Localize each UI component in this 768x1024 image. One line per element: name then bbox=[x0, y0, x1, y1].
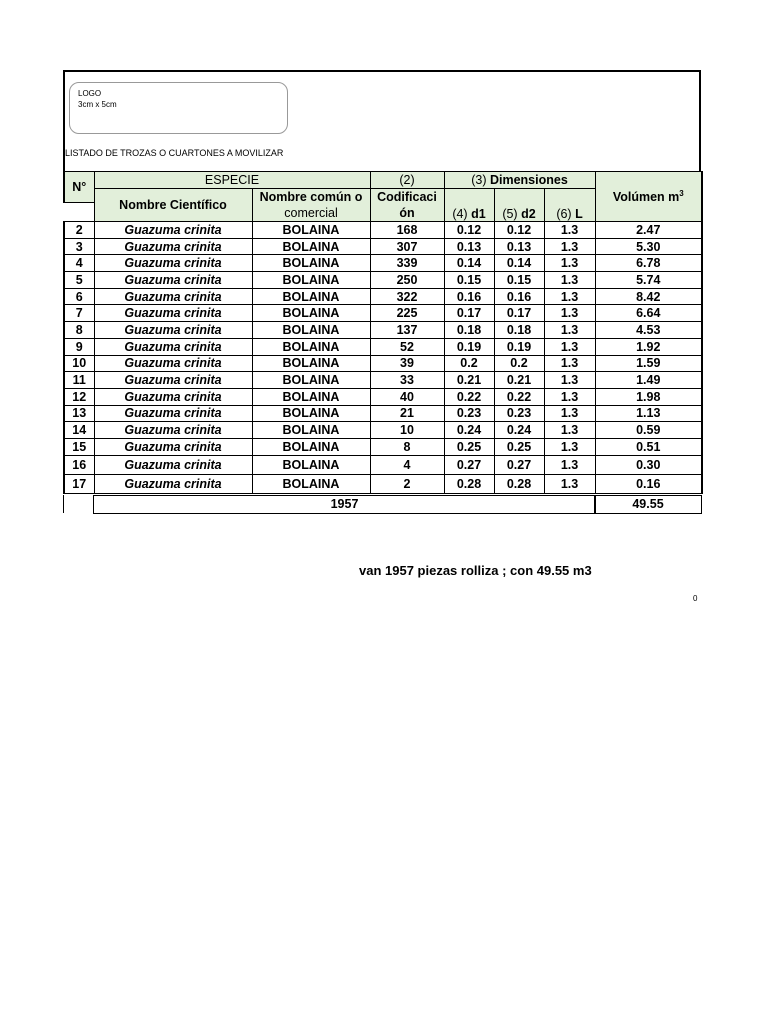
row-l: 1.3 bbox=[544, 372, 595, 389]
row-volumen: 5.74 bbox=[595, 272, 702, 289]
header-dimensiones-label: Dimensiones bbox=[489, 173, 568, 187]
row-volumen: 8.42 bbox=[595, 288, 702, 305]
header-codificacion-line1: Codificaci bbox=[377, 190, 437, 204]
row-numero: 11 bbox=[64, 372, 94, 389]
row-nombre-cientifico: Guazuma crinita bbox=[94, 272, 252, 289]
row-codificacion: 137 bbox=[370, 322, 444, 339]
totals-spacer bbox=[63, 495, 94, 513]
header-d1-label: d1 bbox=[471, 207, 486, 221]
row-d1: 0.17 bbox=[444, 305, 494, 322]
header-l-label: L bbox=[575, 207, 583, 221]
row-codificacion: 2 bbox=[370, 474, 444, 493]
list-title: LISTADO DE TROZAS O CUARTONES A MOVILIZAR bbox=[65, 148, 284, 158]
row-volumen: 0.59 bbox=[595, 422, 702, 439]
row-volumen: 0.51 bbox=[595, 438, 702, 455]
row-volumen: 6.64 bbox=[595, 305, 702, 322]
row-d2: 0.27 bbox=[494, 455, 544, 474]
row-d2: 0.16 bbox=[494, 288, 544, 305]
row-d1: 0.14 bbox=[444, 255, 494, 272]
logs-table bbox=[63, 171, 703, 494]
row-volumen: 1.49 bbox=[595, 372, 702, 389]
total-piezas: 1957 bbox=[93, 495, 596, 514]
row-nombre-comun: BOLAINA bbox=[252, 255, 370, 272]
header-d1 bbox=[444, 189, 494, 222]
header-d2-label: d2 bbox=[521, 207, 536, 221]
row-nombre-cientifico: Guazuma crinita bbox=[94, 422, 252, 439]
row-l: 1.3 bbox=[544, 405, 595, 422]
table-row bbox=[64, 288, 702, 305]
table-row bbox=[64, 255, 702, 272]
row-numero: 9 bbox=[64, 338, 94, 355]
row-codificacion: 307 bbox=[370, 238, 444, 255]
header-d2 bbox=[494, 189, 544, 222]
row-volumen: 1.59 bbox=[595, 355, 702, 372]
table-row bbox=[64, 238, 702, 255]
row-codificacion: 10 bbox=[370, 422, 444, 439]
row-d1: 0.28 bbox=[444, 474, 494, 493]
row-l: 1.3 bbox=[544, 305, 595, 322]
row-nombre-comun: BOLAINA bbox=[252, 438, 370, 455]
row-d1: 0.25 bbox=[444, 438, 494, 455]
row-numero: 15 bbox=[64, 438, 94, 455]
row-nombre-comun: BOLAINA bbox=[252, 272, 370, 289]
row-codificacion: 4 bbox=[370, 455, 444, 474]
row-volumen: 5.30 bbox=[595, 238, 702, 255]
header-nombre-comun-line2: comercial bbox=[284, 206, 338, 220]
logo-label: LOGO bbox=[78, 89, 102, 98]
row-d2: 0.21 bbox=[494, 372, 544, 389]
row-l: 1.3 bbox=[544, 438, 595, 455]
row-l: 1.3 bbox=[544, 222, 595, 239]
header-numero: N° bbox=[64, 172, 94, 203]
row-volumen: 0.30 bbox=[595, 455, 702, 474]
row-codificacion: 250 bbox=[370, 272, 444, 289]
row-codificacion: 33 bbox=[370, 372, 444, 389]
row-volumen: 0.16 bbox=[595, 474, 702, 493]
header-codificacion bbox=[370, 189, 444, 222]
row-nombre-comun: BOLAINA bbox=[252, 322, 370, 339]
row-numero: 16 bbox=[64, 455, 94, 474]
row-nombre-comun: BOLAINA bbox=[252, 474, 370, 493]
row-codificacion: 52 bbox=[370, 338, 444, 355]
table-header bbox=[64, 172, 702, 222]
row-l: 1.3 bbox=[544, 255, 595, 272]
row-d1: 0.27 bbox=[444, 455, 494, 474]
row-l: 1.3 bbox=[544, 455, 595, 474]
row-d2: 0.17 bbox=[494, 305, 544, 322]
row-codificacion: 339 bbox=[370, 255, 444, 272]
total-volumen: 49.55 bbox=[594, 495, 702, 514]
table-body bbox=[64, 222, 702, 494]
row-nombre-comun: BOLAINA bbox=[252, 405, 370, 422]
row-d2: 0.14 bbox=[494, 255, 544, 272]
row-d1: 0.2 bbox=[444, 355, 494, 372]
row-nombre-cientifico: Guazuma crinita bbox=[94, 222, 252, 239]
row-nombre-cientifico: Guazuma crinita bbox=[94, 255, 252, 272]
header-nombre-comun-line1: Nombre común o bbox=[259, 190, 363, 204]
row-nombre-comun: BOLAINA bbox=[252, 338, 370, 355]
totals-row bbox=[63, 495, 701, 513]
header-nombre-cientifico: Nombre Científico bbox=[94, 189, 252, 222]
row-codificacion: 39 bbox=[370, 355, 444, 372]
row-numero: 14 bbox=[64, 422, 94, 439]
row-numero: 6 bbox=[64, 288, 94, 305]
row-nombre-comun: BOLAINA bbox=[252, 355, 370, 372]
table-row bbox=[64, 405, 702, 422]
row-d1: 0.15 bbox=[444, 272, 494, 289]
row-volumen: 2.47 bbox=[595, 222, 702, 239]
header-volumen bbox=[595, 172, 702, 222]
row-volumen: 4.53 bbox=[595, 322, 702, 339]
row-nombre-comun: BOLAINA bbox=[252, 305, 370, 322]
row-numero: 7 bbox=[64, 305, 94, 322]
row-nombre-comun: BOLAINA bbox=[252, 455, 370, 474]
row-nombre-cientifico: Guazuma crinita bbox=[94, 238, 252, 255]
header-l bbox=[544, 189, 595, 222]
row-nombre-cientifico: Guazuma crinita bbox=[94, 355, 252, 372]
row-codificacion: 225 bbox=[370, 305, 444, 322]
row-volumen: 1.13 bbox=[595, 405, 702, 422]
table-row bbox=[64, 388, 702, 405]
row-nombre-cientifico: Guazuma crinita bbox=[94, 405, 252, 422]
logo-placeholder bbox=[69, 82, 288, 134]
row-nombre-cientifico: Guazuma crinita bbox=[94, 455, 252, 474]
table-row bbox=[64, 422, 702, 439]
row-d1: 0.24 bbox=[444, 422, 494, 439]
table-row bbox=[64, 372, 702, 389]
page-marker: 0 bbox=[693, 594, 698, 603]
header-especie: ESPECIE bbox=[94, 172, 370, 189]
row-volumen: 1.98 bbox=[595, 388, 702, 405]
row-d2: 0.24 bbox=[494, 422, 544, 439]
row-l: 1.3 bbox=[544, 288, 595, 305]
table-row bbox=[64, 438, 702, 455]
row-d1: 0.12 bbox=[444, 222, 494, 239]
row-codificacion: 40 bbox=[370, 388, 444, 405]
row-numero: 4 bbox=[64, 255, 94, 272]
row-codificacion: 168 bbox=[370, 222, 444, 239]
row-volumen: 6.78 bbox=[595, 255, 702, 272]
row-numero: 13 bbox=[64, 405, 94, 422]
row-d2: 0.18 bbox=[494, 322, 544, 339]
row-d2: 0.22 bbox=[494, 388, 544, 405]
row-nombre-cientifico: Guazuma crinita bbox=[94, 438, 252, 455]
row-l: 1.3 bbox=[544, 474, 595, 493]
header-codificacion-num: (2) bbox=[370, 172, 444, 189]
row-nombre-comun: BOLAINA bbox=[252, 238, 370, 255]
table-row bbox=[64, 272, 702, 289]
row-d1: 0.23 bbox=[444, 405, 494, 422]
row-d1: 0.16 bbox=[444, 288, 494, 305]
table-row bbox=[64, 355, 702, 372]
header-dimensiones bbox=[444, 172, 595, 189]
row-numero: 10 bbox=[64, 355, 94, 372]
header-nombre-comun bbox=[252, 189, 370, 222]
row-d1: 0.22 bbox=[444, 388, 494, 405]
row-codificacion: 21 bbox=[370, 405, 444, 422]
row-nombre-cientifico: Guazuma crinita bbox=[94, 474, 252, 493]
table-row bbox=[64, 305, 702, 322]
row-nombre-cientifico: Guazuma crinita bbox=[94, 305, 252, 322]
table-row bbox=[64, 338, 702, 355]
row-nombre-cientifico: Guazuma crinita bbox=[94, 388, 252, 405]
row-l: 1.3 bbox=[544, 422, 595, 439]
row-numero: 5 bbox=[64, 272, 94, 289]
row-numero: 12 bbox=[64, 388, 94, 405]
row-l: 1.3 bbox=[544, 272, 595, 289]
header-d1-num: (4) bbox=[452, 207, 468, 221]
row-l: 1.3 bbox=[544, 338, 595, 355]
header-dimensiones-num: (3) bbox=[471, 173, 487, 187]
row-d2: 0.25 bbox=[494, 438, 544, 455]
row-d2: 0.2 bbox=[494, 355, 544, 372]
row-nombre-comun: BOLAINA bbox=[252, 422, 370, 439]
logo-size: 3cm x 5cm bbox=[78, 100, 117, 109]
row-d2: 0.12 bbox=[494, 222, 544, 239]
row-l: 1.3 bbox=[544, 388, 595, 405]
row-d1: 0.19 bbox=[444, 338, 494, 355]
row-nombre-comun: BOLAINA bbox=[252, 388, 370, 405]
row-l: 1.3 bbox=[544, 238, 595, 255]
table-row bbox=[64, 322, 702, 339]
row-nombre-comun: BOLAINA bbox=[252, 222, 370, 239]
header-l-num: (6) bbox=[556, 207, 572, 221]
summary-text: van 1957 piezas rolliza ; con 49.55 m3 bbox=[359, 563, 592, 578]
header-volumen-label: Volúmen m bbox=[612, 190, 680, 205]
row-numero: 3 bbox=[64, 238, 94, 255]
row-nombre-cientifico: Guazuma crinita bbox=[94, 322, 252, 339]
row-d1: 0.21 bbox=[444, 372, 494, 389]
row-nombre-comun: BOLAINA bbox=[252, 288, 370, 305]
row-l: 1.3 bbox=[544, 322, 595, 339]
row-nombre-cientifico: Guazuma crinita bbox=[94, 288, 252, 305]
row-numero: 17 bbox=[64, 474, 94, 493]
row-nombre-cientifico: Guazuma crinita bbox=[94, 372, 252, 389]
row-d1: 0.18 bbox=[444, 322, 494, 339]
row-nombre-cientifico: Guazuma crinita bbox=[94, 338, 252, 355]
row-numero: 2 bbox=[64, 222, 94, 239]
table-row bbox=[64, 455, 702, 474]
table-row bbox=[64, 474, 702, 493]
row-nombre-comun: BOLAINA bbox=[252, 372, 370, 389]
row-l: 1.3 bbox=[544, 355, 595, 372]
row-d2: 0.15 bbox=[494, 272, 544, 289]
row-d2: 0.19 bbox=[494, 338, 544, 355]
row-d1: 0.13 bbox=[444, 238, 494, 255]
row-codificacion: 322 bbox=[370, 288, 444, 305]
row-d2: 0.23 bbox=[494, 405, 544, 422]
row-d2: 0.28 bbox=[494, 474, 544, 493]
row-codificacion: 8 bbox=[370, 438, 444, 455]
header-codificacion-line2: ón bbox=[399, 206, 415, 220]
header-volumen-sup: 3 bbox=[679, 188, 684, 198]
table-row bbox=[64, 222, 702, 239]
row-d2: 0.13 bbox=[494, 238, 544, 255]
row-volumen: 1.92 bbox=[595, 338, 702, 355]
header-d2-num: (5) bbox=[502, 207, 518, 221]
row-numero: 8 bbox=[64, 322, 94, 339]
